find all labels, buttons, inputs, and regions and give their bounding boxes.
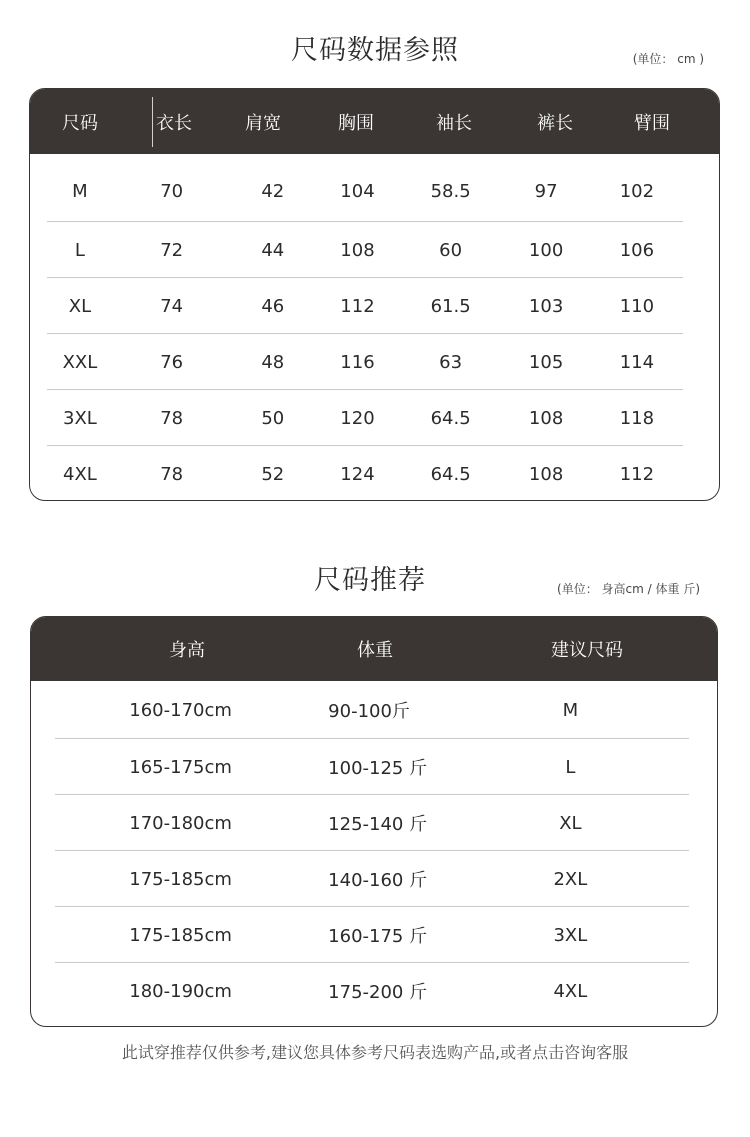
size-cell: 4XL bbox=[63, 463, 97, 485]
recommend-row bbox=[55, 907, 689, 963]
recommend-cell: 2XL bbox=[553, 868, 588, 890]
header-suggested-size: 建议尺码 bbox=[551, 640, 623, 661]
recommend-row bbox=[55, 795, 689, 851]
size-cell: 104 bbox=[340, 180, 375, 202]
recommend-cell: 180-190cm bbox=[129, 980, 232, 1002]
recommend-cell: 175-200 斤 bbox=[328, 982, 428, 1003]
size-chart-header bbox=[30, 89, 719, 154]
size-cell: 112 bbox=[340, 295, 375, 317]
footer-note: 此试穿推荐仅供参考,建议您具体参考尺码表选购产品,或者点击咨询客服 bbox=[121, 1043, 629, 1062]
header-length: 衣长 bbox=[156, 112, 192, 134]
size-cell: 78 bbox=[160, 407, 184, 429]
size-row bbox=[47, 334, 683, 390]
size-cell: 64.5 bbox=[430, 407, 471, 429]
header-shoulder: 肩宽 bbox=[245, 112, 281, 134]
recommend-cell: 3XL bbox=[553, 924, 588, 946]
header-weight: 体重 bbox=[357, 640, 393, 661]
header-pants: 裤长 bbox=[537, 112, 573, 134]
size-cell: 3XL bbox=[63, 407, 97, 429]
recommend-cell: XL bbox=[559, 812, 582, 834]
size-cell: 74 bbox=[160, 295, 184, 317]
size-cell: L bbox=[74, 239, 85, 261]
size-cell: 108 bbox=[528, 407, 564, 429]
size-chart-body bbox=[30, 154, 719, 501]
header-size: 尺码 bbox=[62, 112, 98, 134]
header-arm: 臂围 bbox=[634, 112, 670, 134]
size-cell: 64.5 bbox=[430, 463, 471, 485]
size-cell: 102 bbox=[619, 180, 655, 202]
size-cell: 60 bbox=[439, 239, 463, 261]
size-row bbox=[47, 390, 683, 446]
size-cell: 78 bbox=[160, 463, 184, 485]
recommend-row bbox=[55, 681, 689, 739]
size-cell: XL bbox=[68, 295, 92, 317]
recommend-title: 尺码推荐 bbox=[314, 565, 426, 596]
size-cell: 108 bbox=[340, 239, 375, 261]
recommend-cell: 165-175cm bbox=[129, 756, 232, 778]
size-cell: M bbox=[72, 180, 88, 202]
size-cell: 97 bbox=[534, 180, 558, 202]
recommend-cell: 160-170cm bbox=[129, 699, 232, 721]
size-row bbox=[47, 154, 683, 222]
size-cell: 105 bbox=[528, 351, 564, 373]
recommend-row bbox=[55, 739, 689, 795]
size-cell: 76 bbox=[160, 351, 184, 373]
recommend-cell: 175-185cm bbox=[129, 868, 232, 890]
header-sleeve: 袖长 bbox=[436, 112, 472, 134]
size-cell: XXL bbox=[62, 351, 98, 373]
recommend-cell: 160-175 斤 bbox=[328, 926, 428, 947]
size-cell: 70 bbox=[160, 180, 184, 202]
size-cell: 63 bbox=[439, 351, 463, 373]
size-cell: 72 bbox=[160, 239, 184, 261]
size-cell: 44 bbox=[261, 239, 285, 261]
size-cell: 42 bbox=[261, 180, 285, 202]
size-chart-title: 尺码数据参照 bbox=[291, 35, 459, 66]
size-cell: 103 bbox=[528, 295, 564, 317]
size-cell: 124 bbox=[340, 463, 375, 485]
recommend-cell: 90-100斤 bbox=[328, 701, 410, 722]
header-height: 身高 bbox=[169, 640, 205, 661]
recommend-table bbox=[30, 616, 718, 1027]
size-cell: 120 bbox=[340, 407, 375, 429]
recommend-cell: 100-125 斤 bbox=[328, 758, 428, 779]
recommend-row bbox=[55, 851, 689, 907]
recommend-cell: 170-180cm bbox=[129, 812, 232, 834]
recommend-cell: 4XL bbox=[553, 980, 588, 1002]
size-chart-unit: (单位： cm ) bbox=[632, 52, 704, 66]
size-cell: 100 bbox=[528, 239, 564, 261]
recommend-unit: (单位： 身高cm / 体重 斤) bbox=[557, 582, 700, 596]
size-cell: 48 bbox=[261, 351, 285, 373]
size-cell: 58.5 bbox=[430, 180, 471, 202]
recommend-cell: M bbox=[562, 699, 579, 721]
size-cell: 114 bbox=[619, 351, 655, 373]
size-chart-table bbox=[29, 88, 720, 501]
header-divider bbox=[152, 97, 153, 147]
recommend-cell: 140-160 斤 bbox=[328, 870, 428, 891]
size-cell: 112 bbox=[619, 463, 655, 485]
recommend-cell: L bbox=[565, 756, 576, 778]
size-row bbox=[47, 278, 683, 334]
recommend-header bbox=[31, 617, 717, 681]
size-cell: 116 bbox=[340, 351, 375, 373]
size-cell: 106 bbox=[619, 239, 655, 261]
size-cell: 50 bbox=[261, 407, 285, 429]
size-cell: 118 bbox=[619, 407, 655, 429]
size-cell: 108 bbox=[528, 463, 564, 485]
size-cell: 46 bbox=[261, 295, 285, 317]
size-row bbox=[47, 446, 683, 501]
recommend-row bbox=[55, 963, 689, 1019]
size-cell: 110 bbox=[619, 295, 655, 317]
size-cell: 52 bbox=[261, 463, 285, 485]
size-cell: 61.5 bbox=[430, 295, 471, 317]
recommend-body bbox=[31, 681, 717, 1019]
recommend-cell: 175-185cm bbox=[129, 924, 232, 946]
recommend-cell: 125-140 斤 bbox=[328, 814, 428, 835]
size-row bbox=[47, 222, 683, 278]
header-chest: 胸围 bbox=[338, 112, 374, 134]
